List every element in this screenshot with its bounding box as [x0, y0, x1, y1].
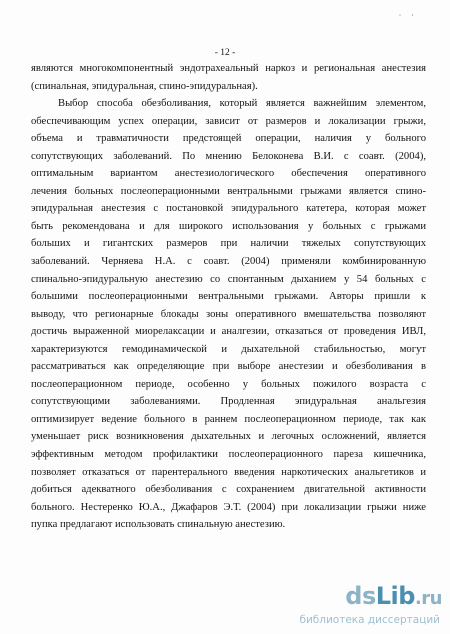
text-line: большими послеоперационными вентральными грыжами. Авторы пришли к	[31, 291, 426, 303]
text-line: оптимальным вариантом анестезиологического обеспечения оперативного	[31, 168, 426, 180]
text-line: достичь выраженной миорелаксации и аналгезии, отказаться от проведения ИВЛ,	[31, 326, 426, 338]
page-number: - 12 -	[214, 48, 236, 58]
dslib-watermark	[300, 580, 450, 634]
text-line: уменьшает риск возникновения дыхательных и легочных осложнений, является	[31, 431, 426, 443]
watermark-caption: библиотека диссертаций	[299, 614, 440, 626]
text-line: (спинальная, эпидуральная, спино-эпидуральная).	[31, 80, 258, 92]
text-line: пупка предлагают использовать спинальную анестезию.	[31, 519, 286, 531]
corner-mark: ˙ ˙	[398, 14, 418, 23]
text-line: оптимизирует ведение больного в раннем послеоперационном периоде, так как	[31, 413, 426, 425]
logo-lib: Lib	[375, 582, 415, 610]
text-line: лечения больных послеоперационными вентральными грыжами является спино-	[31, 185, 426, 197]
text-line: послеоперационном периоде, особенно у больных пожилого возраста с	[31, 378, 426, 390]
text-line: быть рекомендована и для широкого использования у больных с грыжами	[31, 220, 426, 232]
text-line: характеризуются гемодинамической и дыхательной стабильностью, могут	[31, 343, 426, 355]
paragraph-first-line: Выбор способа обезболивания, который является важнейшим элементом,	[58, 98, 426, 110]
text-line: эффективным методом профилактики послеоперационного пареза кишечника,	[31, 449, 426, 461]
text-line: выводу, что регионарные блокады зоны оперативного вмешательства позволяют	[31, 308, 426, 320]
text-line: являются многокомпонентный эндотрахеальный наркоз и региональная анестезия	[31, 63, 426, 74]
text-line: рассматриваться как определяющие при выборе анестезии и обезболивания в	[31, 361, 426, 373]
text-line: объема и травматичности предстоящей операции, наличия у больного	[31, 133, 426, 145]
text-line: спинально-эпидуральную анестезию со спонтанным дыханием у 54 больных с	[31, 273, 426, 285]
text-line: добиться адекватного обезболивания с сохранением двигательной активности	[31, 484, 426, 496]
body-text	[31, 60, 426, 534]
text-line: позволяет отказаться от парентерального введения наркотических анальгетиков и	[31, 466, 426, 478]
text-line: сопутствующих заболеваний. По мнению Белоконева В.И. с соавт. (2004),	[31, 150, 426, 162]
text-line: сопутствующими заболеваниями. Продленная эпидуральная анальгезия	[31, 396, 426, 408]
logo-ds: ds	[345, 582, 376, 610]
logo-ru: .ru	[414, 588, 442, 609]
text-line: обеспечивающим успех операции, зависит от размеров и локализации грыжи,	[31, 115, 426, 127]
text-line: больного. Нестеренко Ю.А., Джафаров Э.Т. (2004) при локализации грыжи ниже	[31, 501, 426, 513]
text-line: больших и гигантских размеров при наличии тяжелых сопутствующих	[31, 238, 426, 250]
text-line: заболеваний. Черняева Н.А. с соавт. (2004) применяли комбинированную	[31, 256, 426, 268]
dslib-logo	[345, 582, 442, 610]
text-line: эпидуральная анестезия с постановкой эпидурального катетера, которая может	[31, 203, 426, 215]
